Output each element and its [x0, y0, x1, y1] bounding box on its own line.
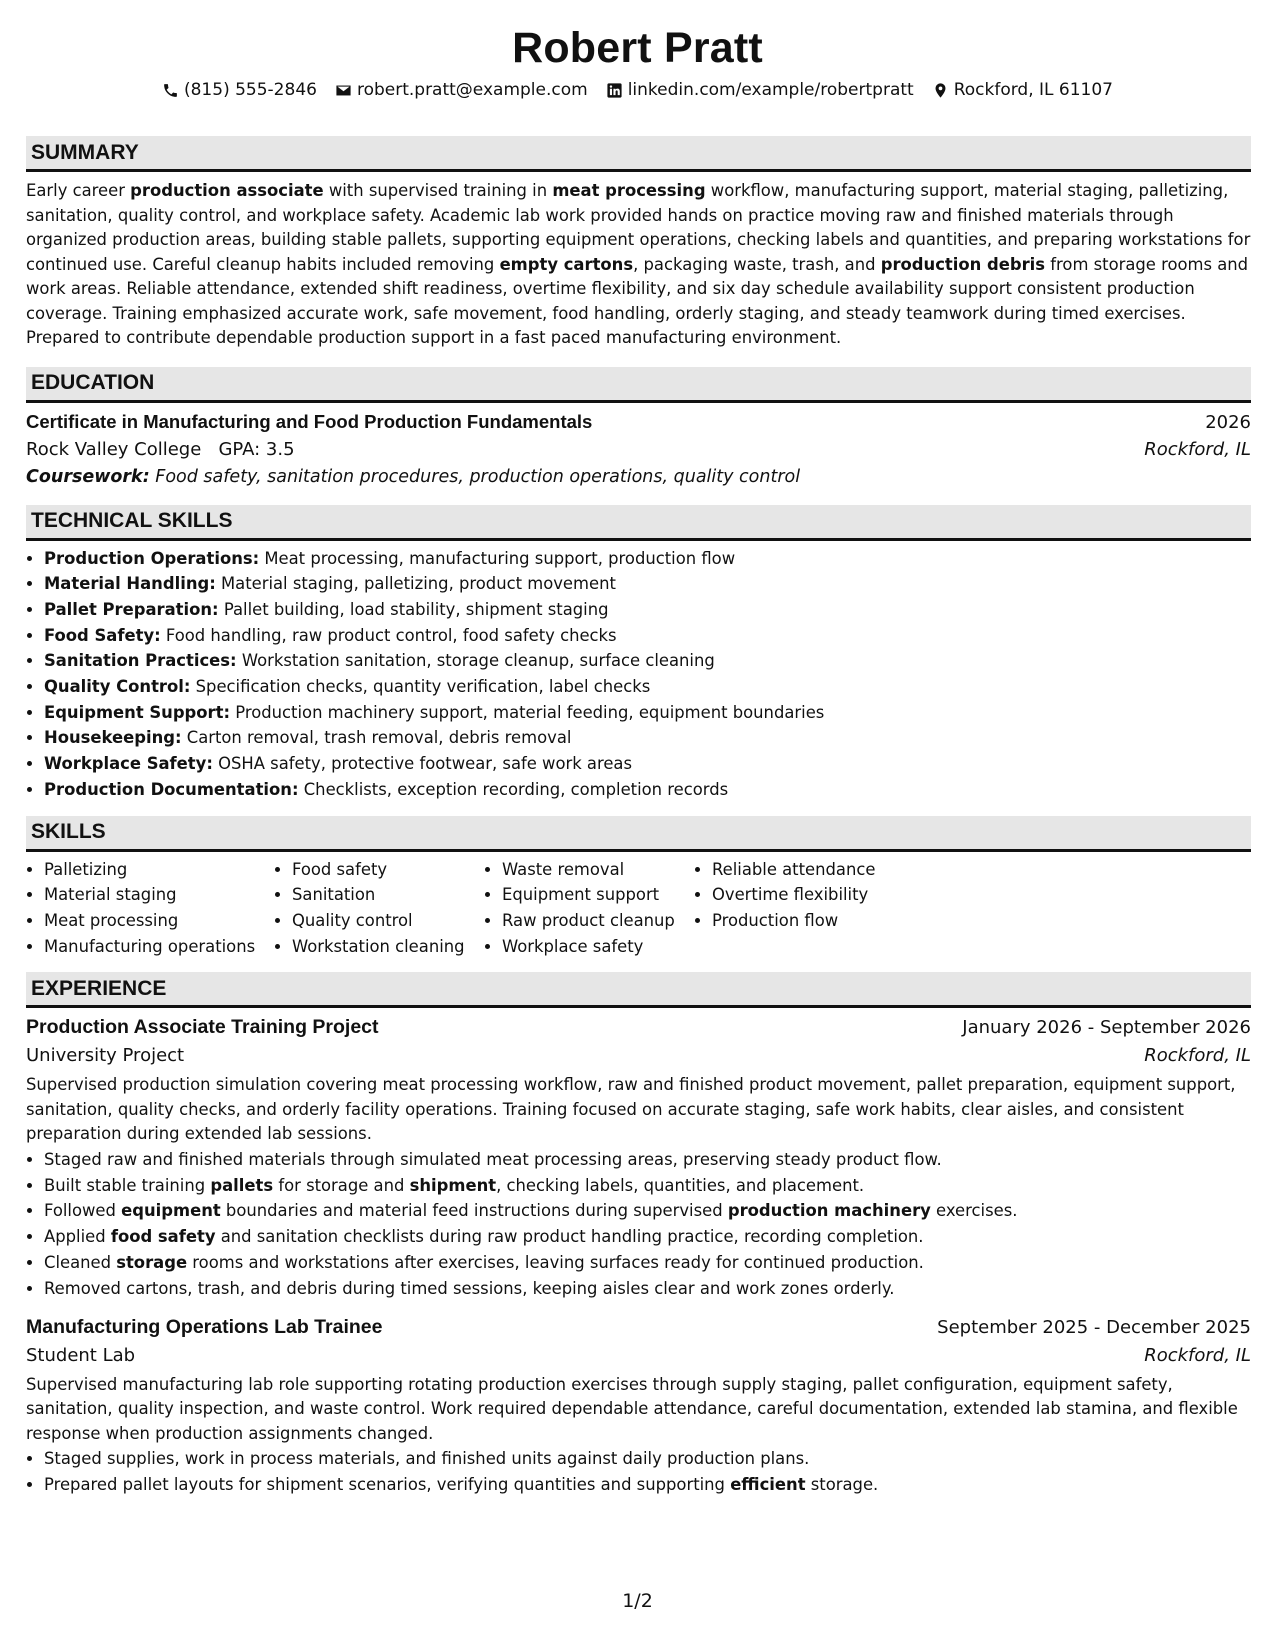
candidate-name: Robert Pratt	[512, 24, 763, 72]
technical-skill-label: Material Handling:	[44, 574, 216, 594]
location-text: Rockford, IL 61107	[953, 80, 1113, 100]
phone-text: (815) 555-2846	[183, 80, 317, 100]
school-name: Rock Valley College	[26, 438, 202, 460]
section-heading-education: EDUCATION	[26, 367, 1251, 403]
page-number: 1/2	[622, 1590, 653, 1612]
technical-skill-label: Pallet Preparation:	[44, 599, 219, 619]
map-pin-icon	[932, 82, 949, 99]
job-bullet	[44, 1147, 1251, 1173]
section-heading-technical-skills: TECHNICAL SKILLS	[26, 505, 1251, 541]
technical-skill-label: Quality Control:	[44, 677, 191, 697]
technical-skill-item	[44, 777, 1251, 803]
technical-skill-item	[44, 571, 1251, 597]
bullet-text: Cleaned	[44, 1253, 117, 1273]
bullet-bold: food safety	[110, 1227, 216, 1247]
job-bullet	[44, 1173, 1251, 1199]
gpa: GPA: 3.5	[218, 438, 295, 460]
skill-item: • Workstation cleaning	[292, 934, 484, 960]
skill-item: • Raw product cleanup	[502, 908, 694, 934]
technical-skill-label: Production Operations:	[44, 548, 260, 568]
bullet-text: Staged raw and finished materials through simulated meat processing areas, preserving steady product flow.	[44, 1149, 942, 1169]
job-bullet	[44, 1224, 1251, 1250]
technical-skill-item	[44, 674, 1251, 700]
coursework-text: Food safety, sanitation procedures, production operations, quality control	[155, 466, 801, 487]
job-entry	[26, 1316, 1251, 1498]
skill-item: • Overtime flexibility	[712, 882, 904, 908]
job-description: Supervised production simulation covering meat processing workflow, raw and finished product movement, pallet preparation, equipment support, sanitation, quality checks, and orderly facility operations. Training focused on accurate staging, safe work habits, clear aisles, and consistent preparation during extended lab sessions.	[26, 1075, 1236, 1144]
technical-skill-text: Food handling, raw product control, food safety checks	[165, 625, 617, 645]
bullet-bold: efficient	[730, 1474, 806, 1494]
technical-skill-label: Sanitation Practices:	[44, 651, 237, 671]
skill-item: • Material staging	[44, 882, 274, 908]
bullet-bold: shipment	[409, 1175, 497, 1195]
technical-skill-text: Meat processing, manufacturing support, production flow	[264, 548, 736, 568]
summary-bold: meat processing	[552, 181, 706, 200]
bullet-bold: production machinery	[727, 1201, 931, 1221]
skill-item: • Quality control	[292, 908, 484, 934]
technical-skill-item	[44, 597, 1251, 623]
contact-phone	[162, 80, 317, 100]
education-row-2	[26, 439, 1251, 460]
section-heading-experience: EXPERIENCE	[26, 972, 1251, 1008]
job-entry	[26, 1016, 1251, 1301]
technical-skill-item	[44, 725, 1251, 751]
technical-skill-text: Production machinery support, material feeding, equipment boundaries	[235, 702, 825, 722]
job-bullet	[44, 1198, 1251, 1224]
job-bullet	[44, 1250, 1251, 1276]
contact-location	[932, 80, 1113, 100]
skill-item: • Waste removal	[502, 857, 694, 883]
bullet-text: and sanitation checklists during raw product handling practice, recording completion.	[215, 1227, 924, 1247]
bullet-text: rooms and workstations after exercises, leaving surfaces ready for continued production.	[187, 1253, 924, 1273]
education-row-1	[26, 411, 1251, 433]
job-org-row	[26, 1045, 1251, 1066]
skills-grid	[26, 857, 1251, 960]
resume-body	[26, 136, 1251, 1498]
contact-linkedin[interactable]	[606, 80, 914, 100]
linkedin-icon	[606, 82, 623, 99]
job-location: Rockford, IL	[1144, 1045, 1251, 1067]
skill-item: • Food safety	[292, 857, 484, 883]
bullet-text: Applied	[44, 1227, 111, 1247]
contact-email[interactable]	[335, 80, 588, 100]
skill-item: • Workplace safety	[502, 934, 694, 960]
education-year: 2026	[1205, 411, 1251, 433]
summary-part: from storage rooms and work areas. Reliable attendance, extended shift readiness, overtime flexibility, and six day schedule availability support consistent production coverage. Training emphasized accurate work, safe movement, food handling, orderly staging, and steady teamwork during timed exercises. Prepared to contribute dependable production support in a fast paced manufacturing environment.	[26, 254, 1249, 347]
bullet-text: Followed	[44, 1201, 122, 1221]
bullet-text: , checking labels, quantities, and placement.	[496, 1175, 865, 1195]
bullet-text: exercises.	[930, 1201, 1018, 1221]
bullet-text: storage.	[805, 1474, 879, 1494]
envelope-icon	[335, 82, 352, 99]
bullet-bold: pallets	[210, 1175, 274, 1195]
job-bullets	[26, 1147, 1251, 1302]
skill-item: • Production flow	[712, 908, 904, 934]
job-dates: January 2026 - September 2026	[962, 1017, 1251, 1039]
contact-bar	[0, 80, 1275, 100]
technical-skill-label: Housekeeping:	[44, 728, 182, 748]
bullet-bold: storage	[116, 1253, 188, 1273]
skills-column	[26, 857, 274, 960]
summary-text	[26, 179, 1251, 351]
technical-skills-list	[26, 546, 1251, 803]
job-title-row	[26, 1016, 1251, 1039]
technical-skill-text: Specification checks, quantity verification, label checks	[195, 677, 651, 697]
skills-column	[484, 857, 694, 960]
skills-column	[274, 857, 484, 960]
job-bullet	[44, 1276, 1251, 1302]
summary-part: Early career	[26, 181, 131, 200]
technical-skill-item	[44, 648, 1251, 674]
job-title-row	[26, 1316, 1251, 1339]
technical-skill-item	[44, 623, 1251, 649]
job-bullet	[44, 1446, 1251, 1472]
technical-skill-text: Pallet building, load stability, shipment staging	[223, 599, 609, 619]
job-bullets	[26, 1446, 1251, 1498]
technical-skill-label: Food Safety:	[44, 625, 161, 645]
email-link[interactable]: robert.pratt@example.com	[356, 80, 588, 100]
summary-bold: empty cartons	[499, 254, 634, 274]
bullet-text: Removed cartons, trash, and debris during timed sessions, keeping aisles clear and work zones orderly.	[44, 1278, 895, 1298]
section-heading-summary: SUMMARY	[26, 136, 1251, 172]
coursework-label: Coursework:	[26, 466, 150, 487]
job-title: Production Associate Training Project	[26, 1016, 379, 1039]
bullet-text: boundaries and material feed instructions during supervised	[220, 1201, 728, 1221]
education-location: Rockford, IL	[1144, 438, 1251, 460]
technical-skill-item	[44, 546, 1251, 572]
job-org-row	[26, 1345, 1251, 1366]
bullet-bold: equipment	[121, 1201, 221, 1221]
technical-skill-text: Material staging, palletizing, product movement	[221, 574, 616, 594]
linkedin-link[interactable]: linkedin.com/example/robertpratt	[627, 80, 914, 100]
job-title: Manufacturing Operations Lab Trainee	[26, 1315, 383, 1338]
summary-part: workflow, manufacturing support, material staging, palletizing, sanitation, quality control, and workplace safety. Academic lab work provided hands on practice moving raw and finished materials through organized production areas, building stable pallets, supporting equipment operations, checking labels and quantities, and preparing workstations for continued use. Careful cleanup habits included removing	[26, 181, 1251, 274]
job-description: Supervised manufacturing lab role supporting rotating production exercises through supply staging, pallet configuration, equipment safety, sanitation, quality inspection, and waste control. Work required dependable attendance, careful documentation, extended lab stamina, and flexible response when production assignments changed.	[26, 1374, 1238, 1443]
technical-skill-item	[44, 700, 1251, 726]
technical-skill-text: Carton removal, trash removal, debris removal	[186, 728, 572, 748]
bullet-text: Staged supplies, work in process materials, and finished units against daily production plans.	[44, 1449, 810, 1469]
degree-title: Certificate in Manufacturing and Food Production Fundamentals	[26, 410, 593, 432]
coursework-line	[26, 467, 1251, 487]
technical-skill-label: Workplace Safety:	[44, 754, 213, 774]
bullet-text: Built stable training	[44, 1175, 211, 1195]
technical-skill-item	[44, 751, 1251, 777]
technical-skill-label: Production Documentation:	[44, 779, 299, 799]
phone-icon	[162, 82, 179, 99]
technical-skill-label: Equipment Support:	[44, 702, 231, 722]
bullet-text: Prepared pallet layouts for shipment scenarios, verifying quantities and supporting	[44, 1474, 731, 1494]
technical-skill-text: Checklists, exception recording, completion records	[303, 779, 729, 799]
job-dates: September 2025 - December 2025	[937, 1316, 1251, 1338]
job-location: Rockford, IL	[1144, 1344, 1251, 1366]
skill-item: • Palletizing	[44, 857, 274, 883]
skill-item: • Reliable attendance	[712, 857, 904, 883]
skill-item: • Manufacturing operations	[44, 934, 274, 960]
school-line	[26, 439, 295, 460]
job-organization: Student Lab	[26, 1344, 136, 1366]
skills-column	[694, 857, 904, 960]
summary-bold: production debris	[880, 254, 1046, 274]
job-organization: University Project	[26, 1045, 185, 1067]
bullet-text: for storage and	[273, 1175, 410, 1195]
summary-bold: production associate	[130, 181, 324, 200]
technical-skill-text: Workstation sanitation, storage cleanup, surface cleaning	[241, 651, 715, 671]
summary-part: with supervised training in	[323, 181, 553, 200]
skill-item: • Meat processing	[44, 908, 274, 934]
job-bullet	[44, 1472, 1251, 1498]
technical-skill-text: OSHA safety, protective footwear, safe work areas	[218, 754, 633, 774]
summary-part: , packaging waste, trash, and	[633, 254, 881, 274]
skill-item: • Equipment support	[502, 882, 694, 908]
experience-list	[26, 1016, 1251, 1497]
section-heading-skills: SKILLS	[26, 816, 1251, 852]
skill-item: • Sanitation	[292, 882, 484, 908]
